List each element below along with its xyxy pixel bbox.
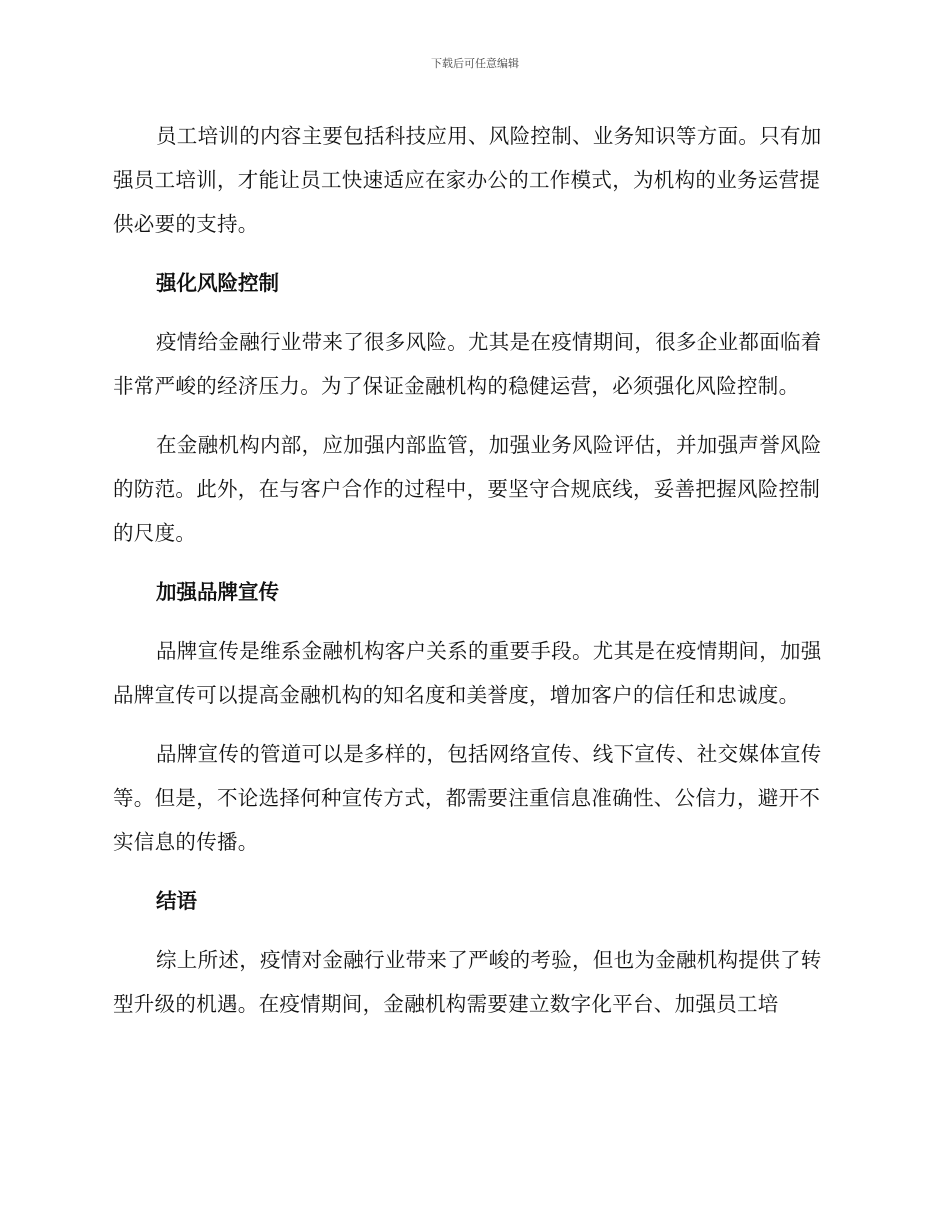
document-body	[113, 114, 831, 1041]
paragraph-conclusion: 综上所述，疫情对金融行业带来了严峻的考验，但也为金融机构提供了转型升级的机遇。在疫情期间，金融机构需要建立数字化平台、加强员工培	[113, 948, 822, 1016]
paragraph-brand-intro: 品牌宣传是维系金融机构客户关系的重要手段。尤其是在疫情期间，加强品牌宣传可以提高金融机构的知名度和美誉度，增加客户的信任和忠诚度。	[113, 639, 822, 707]
heading-brand-promotion: 加强品牌宣传	[156, 580, 279, 604]
paragraph-risk-measures: 在金融机构内部，应加强内部监管，加强业务风险评估，并加强声誉风险的防范。此外，在与客户合作的过程中，要坚守合规底线，妥善把握风险控制的尺度。	[113, 433, 822, 545]
paragraph-training-content: 员工培训的内容主要包括科技应用、风险控制、业务知识等方面。只有加强员工培训，才能让员工快速适应在家办公的工作模式，为机构的业务运营提供必要的支持。	[113, 124, 822, 236]
paragraph-brand-channels: 品牌宣传的管道可以是多样的，包括网络宣传、线下宣传、社交媒体宣传等。但是，不论选择何种宣传方式，都需要注重信息准确性、公信力，避开不实信息的传播。	[113, 742, 822, 854]
page-header: 下载后可任意编辑	[431, 57, 519, 70]
paragraph-risk-intro: 疫情给金融行业带来了很多风险。尤其是在疫情期间，很多企业都面临着非常严峻的经济压力。为了保证金融机构的稳健运营，必须强化风险控制。	[113, 330, 822, 398]
heading-risk-control: 强化风险控制	[156, 271, 279, 295]
heading-conclusion: 结语	[156, 889, 197, 913]
